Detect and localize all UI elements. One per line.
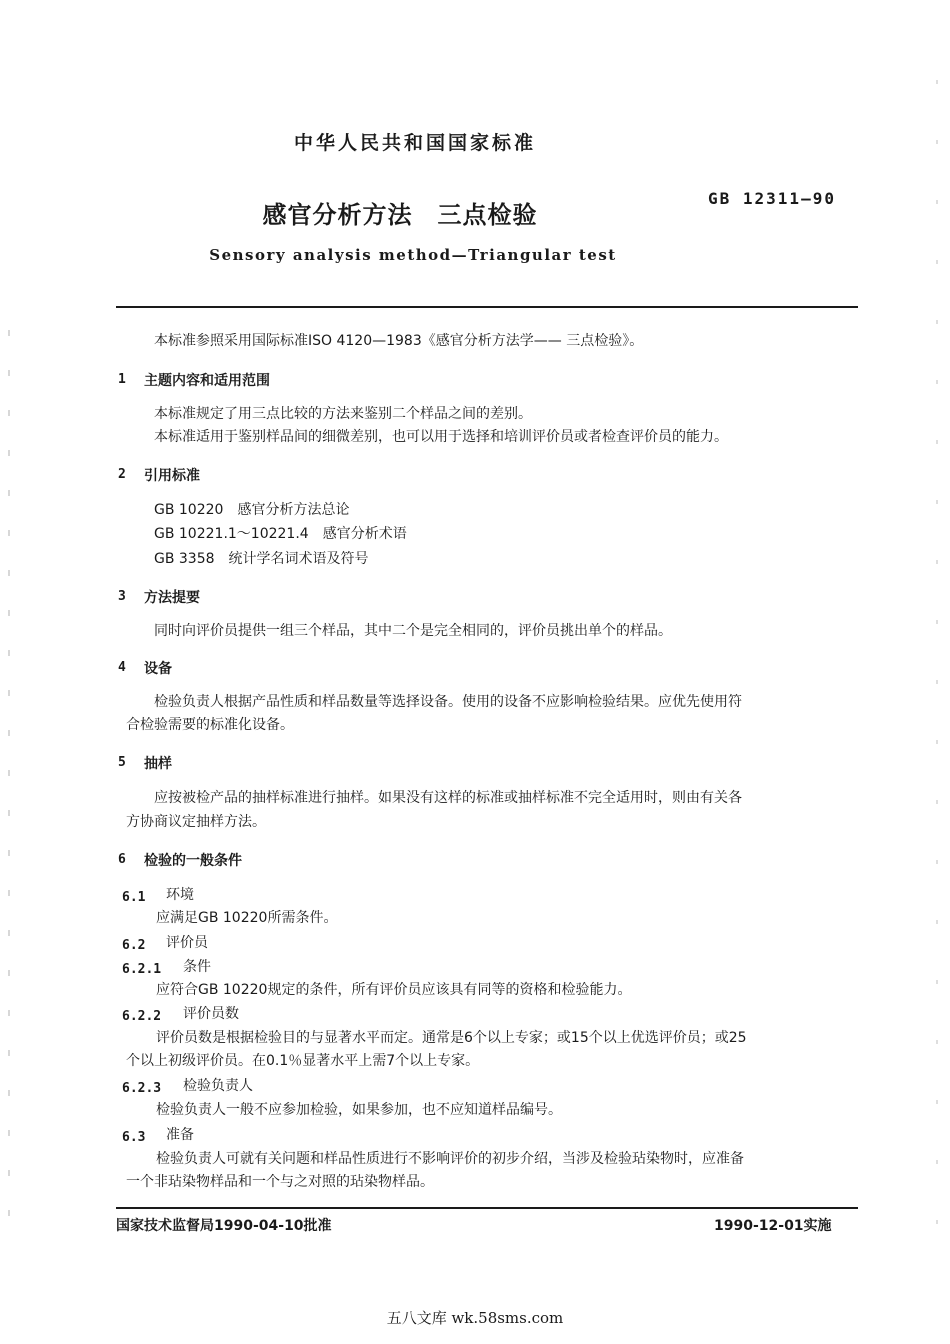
section-6-number: 6: [118, 852, 126, 867]
section-5-paragraph-line-2: 方协商议定抽样方法。: [126, 814, 266, 830]
document-title-cn: 感官分析方法 三点检验: [262, 201, 538, 229]
section-5-title: 抽样: [144, 756, 172, 772]
section-6-3-paragraph-line-1: 检验负责人可就有关问题和样品性质进行不影响评价的初步介绍，当涉及检验玷染物时，应准备: [156, 1151, 744, 1167]
national-standard-heading: 中华人民共和国国家标准: [293, 132, 536, 154]
section-2-number: 2: [118, 467, 126, 482]
section-6-3-number: 6.3: [122, 1130, 146, 1145]
section-6-1-paragraph: 应满足GB 10220所需条件。: [156, 910, 338, 926]
section-4-title: 设备: [144, 661, 172, 677]
watermark: 五八文库 wk.58sms.com: [386, 1309, 564, 1327]
section-6-2-2-paragraph-line-2: 个以上初级评价员。在0.1％显著水平上需7个以上专家。: [126, 1053, 480, 1069]
section-6-2-3-paragraph: 检验负责人一般不应参加检验，如果参加，也不应知道样品编号。: [156, 1102, 562, 1118]
section-6-2-2-paragraph-line-1: 评价员数是根据检验目的与显著水平而定。通常是6个以上专家；或15个以上优选评价员；或25: [156, 1030, 747, 1046]
section-5-number: 5: [118, 755, 126, 770]
section-6-3-title: 准备: [166, 1127, 194, 1143]
section-6-2-number: 6.2: [122, 938, 146, 953]
approval-date: 国家技术监督局1990-04-10批准: [116, 1218, 332, 1234]
section-6-2-1-paragraph: 应符合GB 10220规定的条件，所有评价员应该具有同等的资格和检验能力。: [156, 982, 632, 998]
implementation-date: 1990-12-01实施: [714, 1218, 832, 1234]
section-3-number: 3: [118, 589, 126, 604]
section-6-2-title: 评价员: [166, 935, 208, 951]
section-6-2-3-title: 检验负责人: [183, 1078, 253, 1094]
scan-margin-marks: [8, 330, 10, 1230]
section-6-1-number: 6.1: [122, 890, 146, 905]
section-6-3-paragraph-line-2: 一个非玷染物样品和一个与之对照的玷染物样品。: [126, 1174, 434, 1190]
standard-code: GB 12311—90: [708, 189, 836, 208]
section-2-title: 引用标准: [144, 468, 200, 484]
section-3-title: 方法提要: [144, 590, 200, 606]
intro-paragraph: 本标准参照采用国际标准ISO 4120—1983《感官分析方法学—— 三点检验》。: [154, 333, 644, 349]
section-6-2-1-title: 条件: [183, 959, 211, 975]
section-6-2-2-number: 6.2.2: [122, 1009, 162, 1024]
reference-item: GB 10220 感官分析方法总论: [154, 502, 350, 518]
section-1-number: 1: [118, 372, 126, 387]
section-6-1-title: 环境: [166, 887, 194, 903]
scan-margin-marks-right: [936, 80, 938, 1230]
section-4-number: 4: [118, 660, 126, 675]
section-1-paragraph-1: 本标准规定了用三点比较的方法来鉴别二个样品之间的差别。: [154, 406, 532, 422]
section-6-2-1-number: 6.2.1: [122, 962, 162, 977]
document-title-en: Sensory analysis method—Triangular test: [209, 246, 617, 264]
section-4-paragraph-line-1: 检验负责人根据产品性质和样品数量等选择设备。使用的设备不应影响检验结果。应优先使用符: [154, 694, 742, 710]
section-6-2-2-title: 评价员数: [183, 1006, 239, 1022]
section-4-paragraph-line-2: 合检验需要的标准化设备。: [126, 717, 294, 733]
header-divider: [116, 306, 858, 308]
section-1-title: 主题内容和适用范围: [144, 373, 270, 389]
section-6-title: 检验的一般条件: [144, 853, 242, 869]
section-3-paragraph: 同时向评价员提供一组三个样品，其中二个是完全相同的，评价员挑出单个的样品。: [154, 623, 672, 639]
section-6-2-3-number: 6.2.3: [122, 1081, 162, 1096]
footer-divider: [116, 1207, 858, 1209]
reference-item: GB 10221.1～10221.4 感官分析术语: [154, 526, 407, 542]
section-1-paragraph-2: 本标准适用于鉴别样品间的细微差别，也可以用于选择和培训评价员或者检查评价员的能力。: [154, 429, 728, 445]
section-5-paragraph-line-1: 应按被检产品的抽样标准进行抽样。如果没有这样的标准或抽样标准不完全适用时，则由有关各: [154, 790, 742, 806]
reference-item: GB 3358 统计学名词术语及符号: [154, 551, 369, 567]
